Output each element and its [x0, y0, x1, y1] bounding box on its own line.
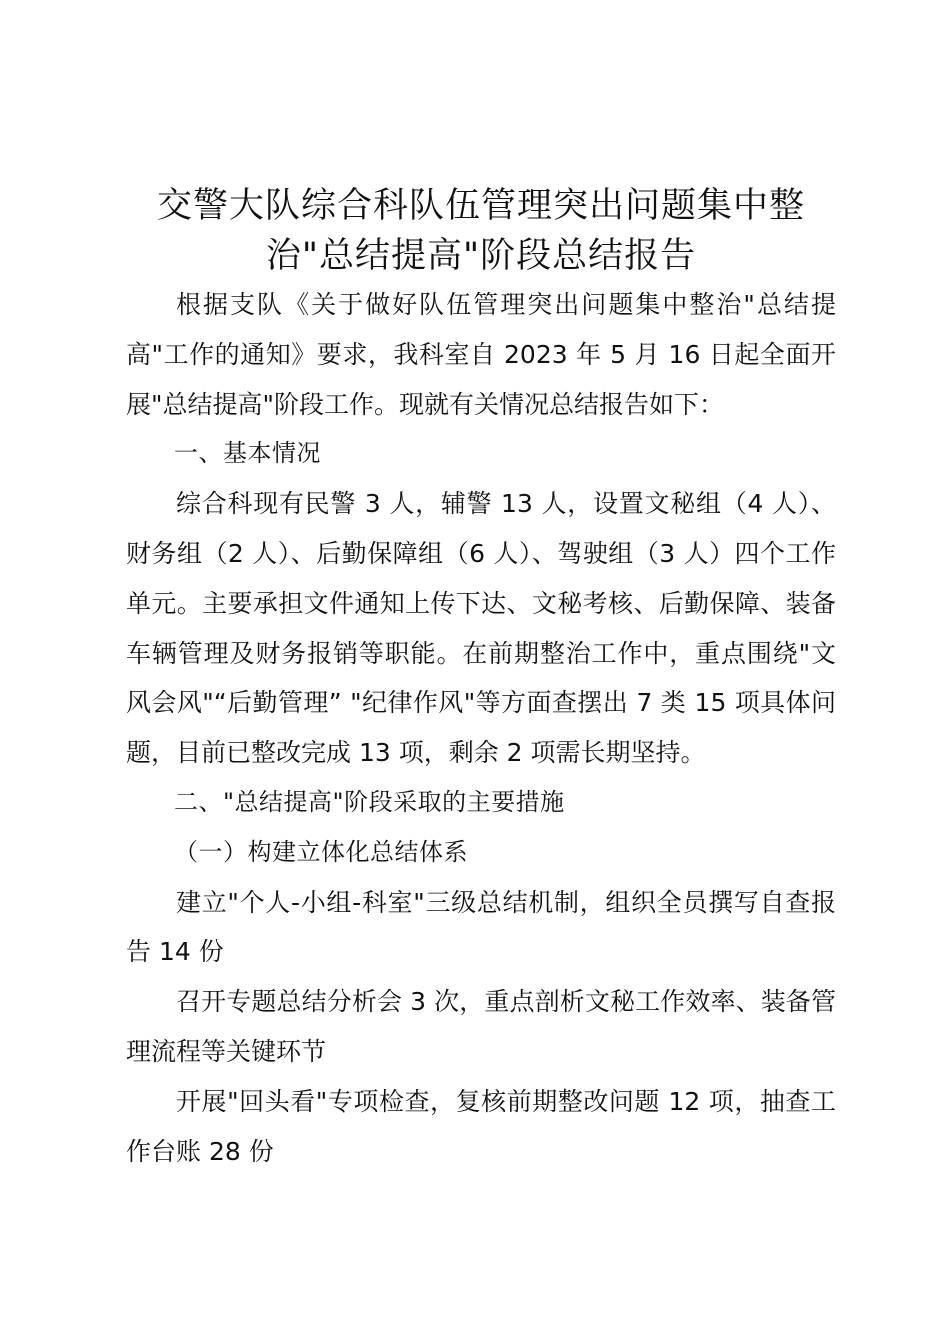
- intro-paragraph: 根据支队《关于做好队伍管理突出问题集中整治"总结提高"工作的通知》要求，我科室自 2023 年 5 月 16 日起全面开展"总结提高"阶段工作。现就有关情况总结报告如下：: [126, 290, 836, 419]
- measure-paragraph-1: 建立"个人-小组-科室"三级总结机制，组织全员撰写自查报告 14 份: [126, 887, 836, 967]
- document-title-line-1: 交警大队综合科队伍管理突出问题集中整: [156, 186, 805, 226]
- document-title-line-2: 治"总结提高"阶段总结报告: [265, 236, 697, 276]
- document-body: [126, 280, 836, 1176]
- section-heading-basic-situation: 一、基本情况: [174, 439, 321, 468]
- measure-paragraph-3: 开展"回头看"专项检查，复核前期整改问题 12 项，抽查工作台账 28 份: [126, 1086, 836, 1166]
- basic-situation-paragraph: 综合科现有民警 3 人，辅警 13 人，设置文秘组（4 人）、财务组（2 人）、后勤保障组（6 人）、驾驶组（3 人）四个工作单元。主要承担文件通知上传下达、文秘考核、后勤保障、装备车辆管理及财务报销等职能。在前期整治工作中，重点围绕"文风会风"“后勤管理” "纪律作风"等方面查摆出 7 类 15 项具体问题，目前已整改完成 13 项，剩余 2 项需长期坚持。: [126, 489, 836, 768]
- section-heading-main-measures: 二、"总结提高"阶段采取的主要措施: [174, 787, 565, 816]
- measure-paragraph-2: 召开专题总结分析会 3 次，重点剖析文秘工作效率、装备管理流程等关键环节: [126, 987, 836, 1066]
- subsection-heading-summary-system: （一）构建立体化总结体系: [174, 837, 468, 866]
